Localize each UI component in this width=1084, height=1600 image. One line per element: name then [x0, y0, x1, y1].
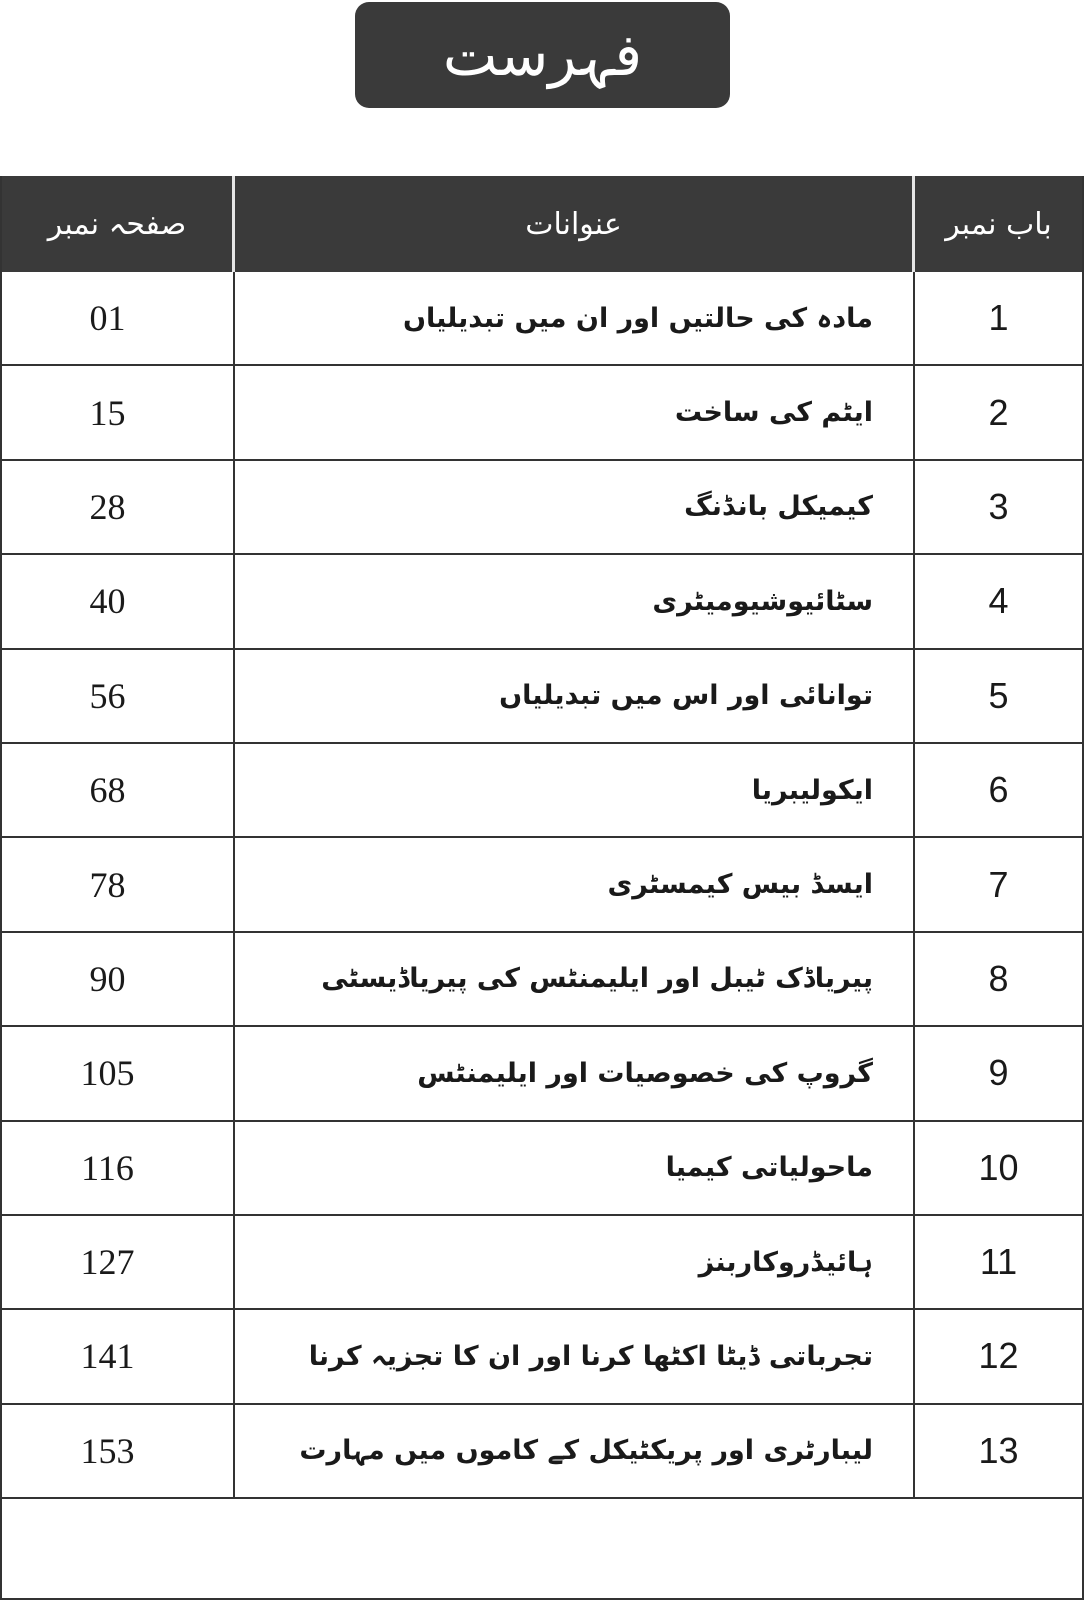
chapter-title: کیمیکل بانڈنگ: [235, 461, 915, 553]
chapter-title: ایٹم کی ساخت: [235, 366, 915, 458]
table-header: [2, 176, 1082, 272]
chapter-number: 10: [978, 1146, 1019, 1188]
table-row: [2, 1027, 1082, 1121]
chapter-number: 1: [988, 297, 1009, 339]
page-number: 40: [2, 555, 235, 647]
page-number: 141: [2, 1310, 235, 1402]
chapter-title: توانائی اور اس میں تبدیلیاں: [235, 650, 915, 742]
table-row: [2, 366, 1082, 460]
table-row: [2, 272, 1082, 366]
table-row: [2, 650, 1082, 744]
chapter-title: سٹائیوشیومیٹری: [235, 555, 915, 647]
page-number: 90: [2, 933, 235, 1025]
table-row: [2, 838, 1082, 932]
chapter-number: 7: [988, 863, 1009, 905]
page-number: 28: [2, 461, 235, 553]
page-number: 68: [2, 744, 235, 836]
table-row: [2, 1405, 1082, 1499]
page-title: فہرست: [442, 21, 643, 89]
page-number: 116: [2, 1122, 235, 1214]
header-page-number: صفحہ نمبر: [2, 176, 235, 272]
chapter-title: ہائیڈروکاربنز: [235, 1216, 915, 1308]
header-topics: عنوانات: [235, 176, 915, 272]
table-row: [2, 933, 1082, 1027]
page-number: 153: [2, 1405, 235, 1497]
chapter-title: ماحولیاتی کیمیا: [235, 1122, 915, 1214]
chapter-title: پیریاڈک ٹیبل اور ایلیمنٹس کی پیریاڈیسٹی: [235, 933, 915, 1025]
header-chapter-number: باب نمبر: [945, 206, 1052, 242]
chapter-title: لیبارٹری اور پریکٹیکل کے کاموں میں مہارت: [235, 1405, 915, 1497]
table-row: [2, 1216, 1082, 1310]
chapter-number: 11: [979, 1241, 1018, 1283]
contents-table: [0, 176, 1084, 1600]
table-row: [2, 1310, 1082, 1404]
table-row: [2, 1122, 1082, 1216]
chapter-number: 8: [988, 957, 1009, 999]
chapter-number: 13: [978, 1429, 1019, 1471]
page-number: 56: [2, 650, 235, 742]
chapter-title: ایسڈ بیس کیمسٹری: [235, 838, 915, 930]
chapter-title: مادہ کی حالتیں اور ان میں تبدیلیاں: [235, 272, 915, 364]
title-banner: [355, 2, 730, 108]
chapter-number: 6: [988, 769, 1009, 811]
table-row: [2, 744, 1082, 838]
table-body: [2, 272, 1082, 1499]
chapter-number: 4: [988, 580, 1009, 622]
chapter-title: گروپ کی خصوصیات اور ایلیمنٹس: [235, 1027, 915, 1119]
chapter-number: 2: [988, 391, 1009, 433]
table-row: [2, 461, 1082, 555]
page-number: 78: [2, 838, 235, 930]
chapter-number: 9: [988, 1052, 1009, 1094]
chapter-number: 5: [988, 674, 1009, 716]
page-number: 105: [2, 1027, 235, 1119]
page-number: 15: [2, 366, 235, 458]
page-number: 01: [2, 272, 235, 364]
chapter-number: 12: [978, 1335, 1019, 1377]
chapter-title: ایکولیبریا: [235, 744, 915, 836]
chapter-number: 3: [988, 485, 1009, 527]
chapter-title: تجرباتی ڈیٹا اکٹھا کرنا اور ان کا تجزیہ کرنا: [235, 1310, 915, 1402]
table-row: [2, 555, 1082, 649]
page-number: 127: [2, 1216, 235, 1308]
